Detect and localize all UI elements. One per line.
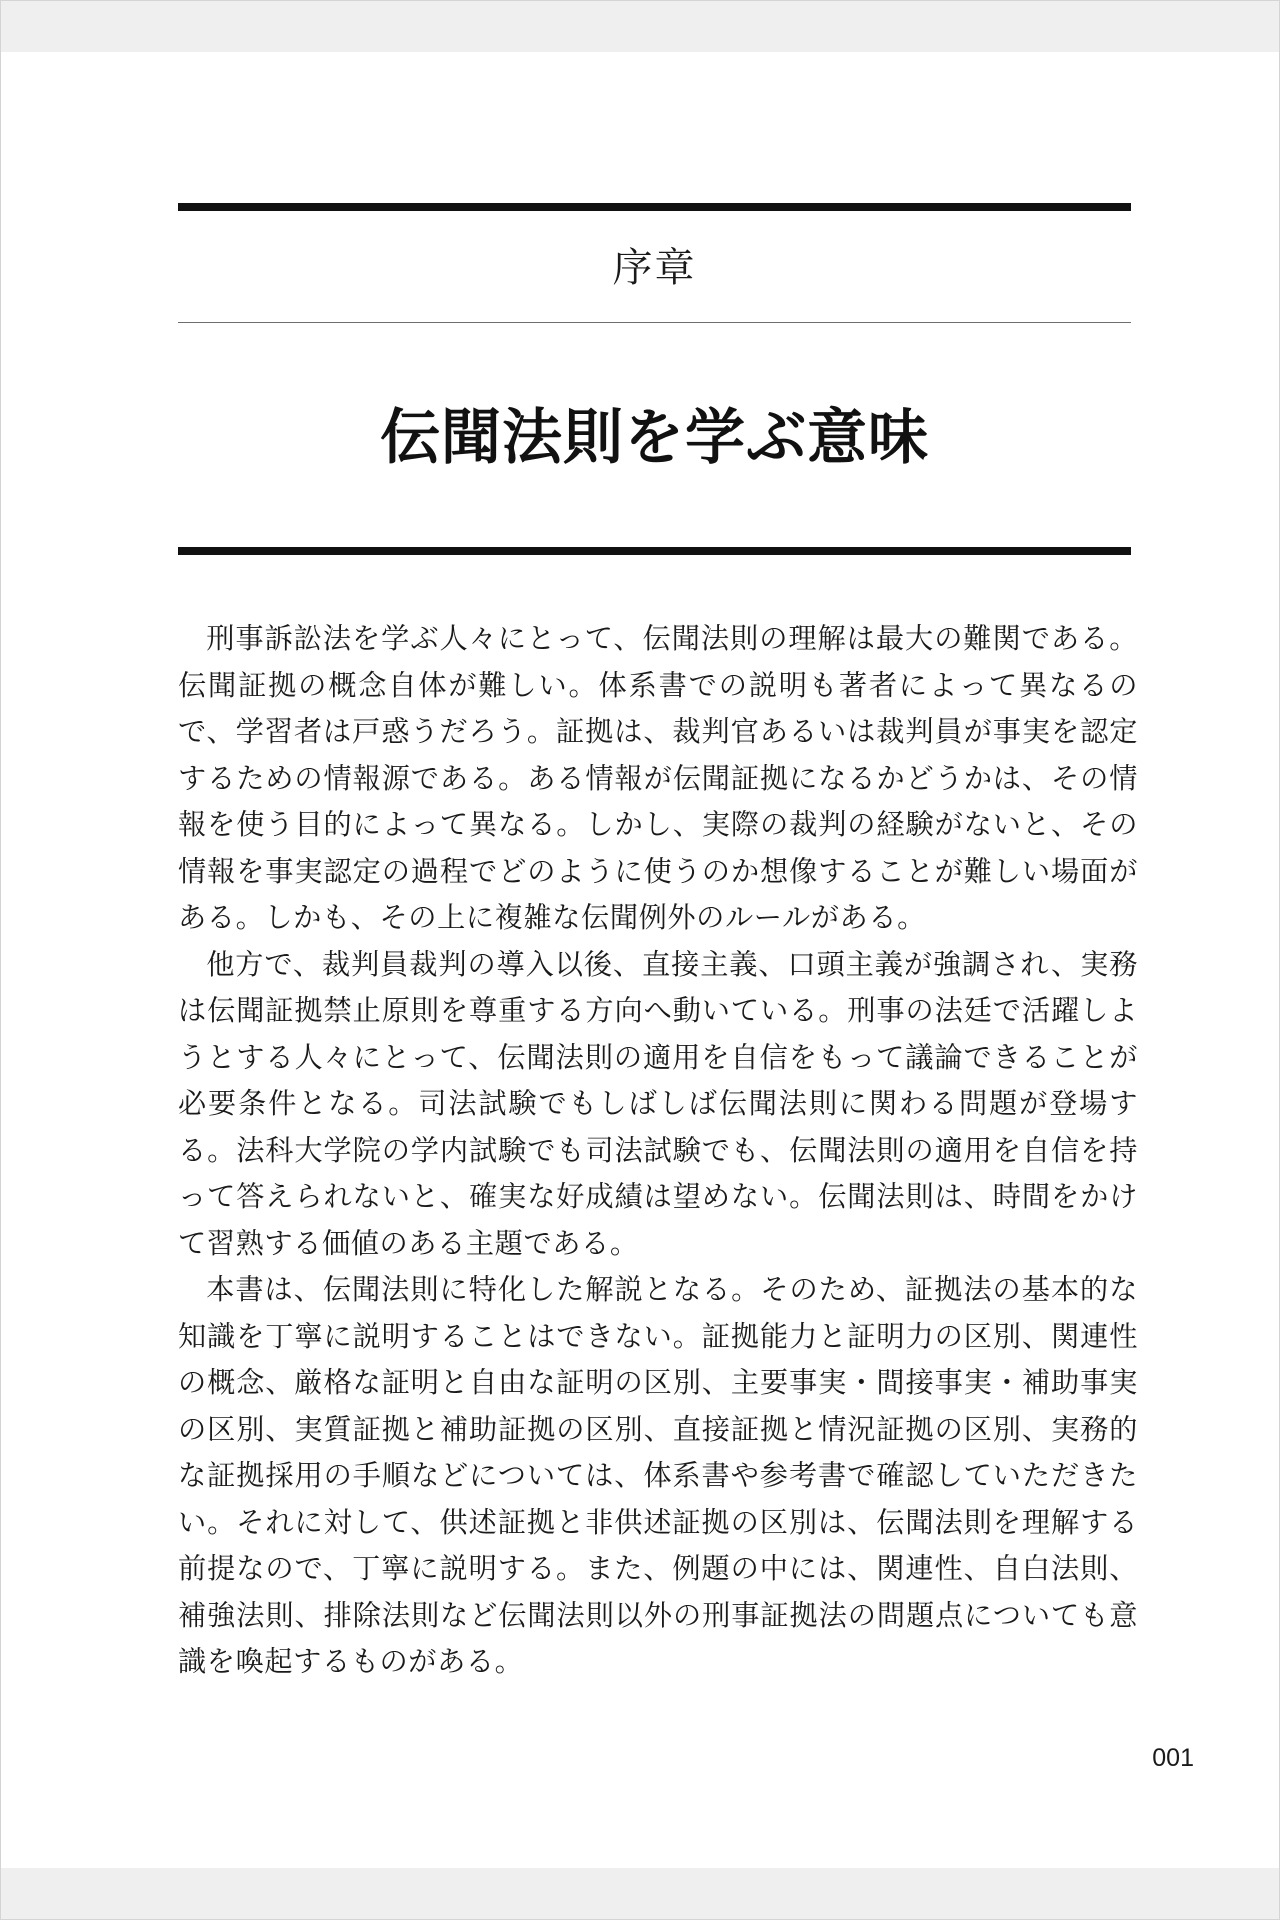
body-text	[178, 616, 1138, 1686]
bottom-thick-rule	[178, 547, 1131, 555]
paragraph: 本書は、伝聞法則に特化した解説となる。そのため、証拠法の基本的な知識を丁寧に説明することはできない。証拠能力と証明力の区別、関連性の概念、厳格な証明と自由な証明の区別、主要事実・間接事実・補助事実の区別、実質証拠と補助証拠の区別、直接証拠と情況証拠の区別、実務的な証拠採用の手順などについては、体系書や参考書で確認していただきたい。それに対して、供述証拠と非供述証拠の区別は、伝聞法則を理解する前提なので、丁寧に説明する。また、例題の中には、関連性、自白法則、補強法則、排除法則など伝聞法則以外の刑事証拠法の問題点についても意識を喚起するものがある。	[178, 1273, 1138, 1678]
thin-rule	[178, 322, 1131, 323]
chapter-title: 伝聞法則を学ぶ意味	[380, 403, 929, 473]
page-number: 001	[1152, 1744, 1194, 1772]
top-thick-rule	[178, 203, 1131, 211]
viewer-bottom-band	[0, 1868, 1280, 1920]
paragraph: 他方で、裁判員裁判の導入以後、直接主義、口頭主義が強調され、実務は伝聞証拠禁止原則を尊重する方向へ動いている。刑事の法廷で活躍しようとする人々にとって、伝聞法則の適用を自信をもって議論できることが必要条件となる。司法試験でもしばしば伝聞法則に関わる問題が登場する。法科大学院の学内試験でも司法試験でも、伝聞法則の適用を自信を持って答えられないと、確実な好成績は望めない。伝聞法則は、時間をかけて習熟する価値のある主題である。	[178, 947, 1138, 1260]
viewer-top-band	[0, 0, 1280, 52]
chapter-label: 序章	[612, 245, 697, 291]
paragraph: 刑事訴訟法を学ぶ人々にとって、伝聞法則の理解は最大の難関である。伝聞証拠の概念自体が難しい。体系書での説明も著者によって異なるので、学習者は戸惑うだろう。証拠は、裁判官あるいは裁判員が事実を認定するための情報源である。ある情報が伝聞証拠になるかどうかは、その情報を使う目的によって異なる。しかし、実際の裁判の経験がないと、その情報を事実認定の過程でどのように使うのか想像することが難しい場面がある。しかも、その上に複雑な伝聞例外のルールがある。	[178, 622, 1138, 934]
